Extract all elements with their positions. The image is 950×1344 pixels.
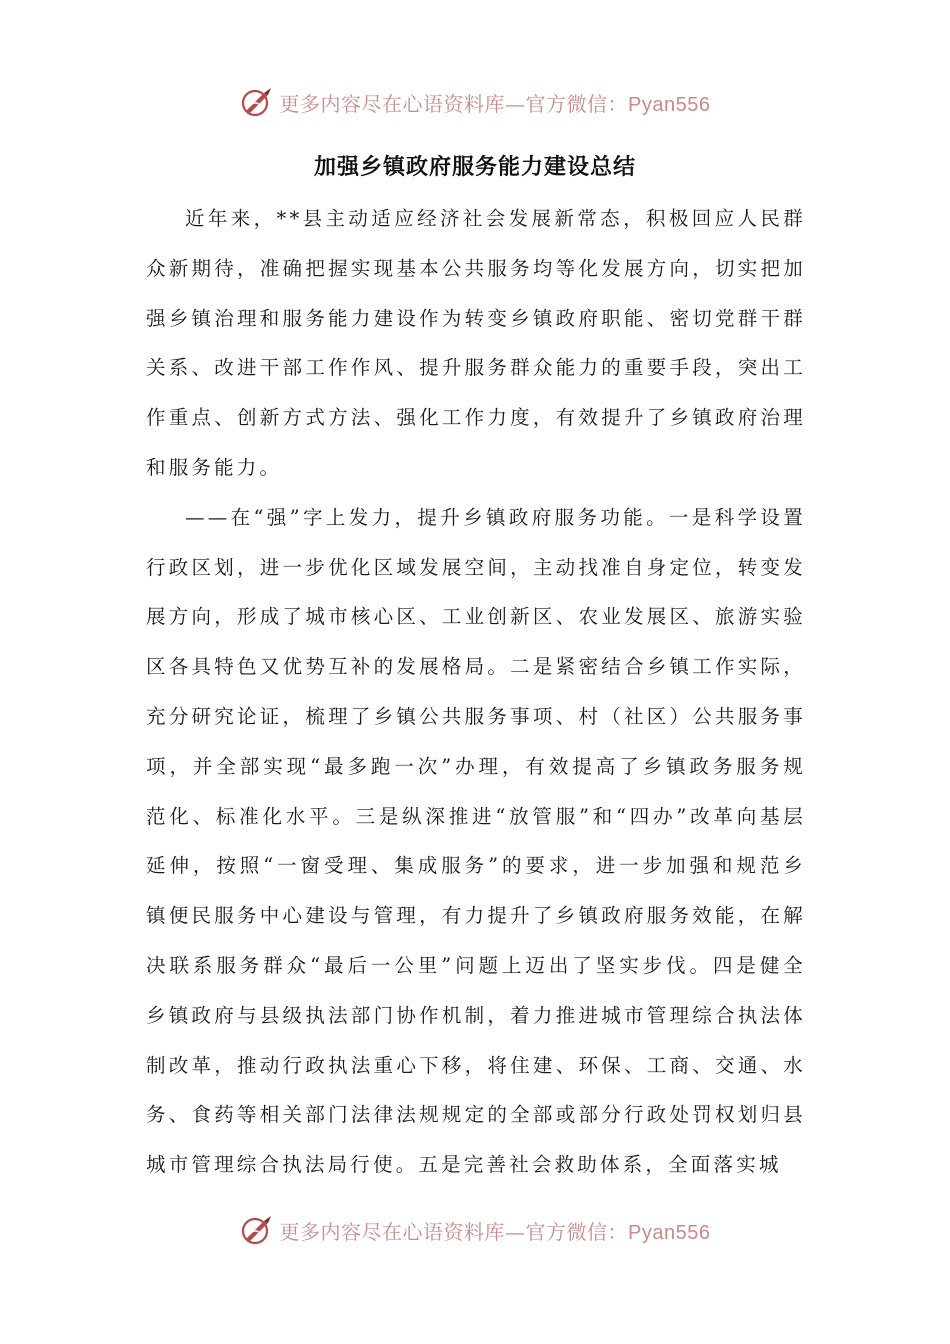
footer-watermark-banner bbox=[0, 1210, 950, 1250]
banner-text bbox=[280, 1216, 711, 1245]
pen-logo-icon bbox=[240, 85, 274, 119]
banner-slogan: 更多内容尽在心语资料库 bbox=[279, 91, 506, 116]
banner-wechat-label: 官方微信： bbox=[525, 1219, 629, 1244]
pen-logo-icon bbox=[240, 1213, 274, 1247]
document-title: 加强乡镇政府服务能力建设总结 bbox=[313, 155, 636, 180]
paragraph-2: ——在“强”字上发力，提升乡镇政府服务功能。一是科学设置行政区划，进一步优化区域发展空间，主动找准自身定位，转变发展方向，形成了城市核心区、工业创新区、农业发展区、旅游实验区各具特色又优势互补的发展格局。二是紧密结合乡镇工作实际，充分研究论证，梳理了乡镇公共服务事项、村（社区）公共服务事项，并全部实现“最多跑一次”办理，有效提高了乡镇政务服务规范化、标准化水平。三是纵深推进“放管服”和“四办”改革向基层延伸，按照“一窗受理、集成服务”的要求，进一步加强和规范乡镇便民服务中心建设与管理，有力提升了乡镇政府服务效能，在解决联系服务群众“最后一公里”问题上迈出了坚实步伐。四是健全乡镇政府与县级执法部门协作机制，着力推进城市管理综合执法体制改革，推动行政执法重心下移，将住建、环保、工商、交通、水务、食药等相关部门法律法规规定的全部或部分行政处罚权划归县城市管理综合执法局行使。五是完善社会救助体系，全面落实城 bbox=[146, 505, 806, 1177]
banner-wechat-id: Pyan556 bbox=[628, 93, 711, 116]
banner-dash: — bbox=[505, 1219, 526, 1244]
banner-dash: — bbox=[505, 91, 526, 116]
banner-text bbox=[280, 88, 711, 117]
banner-wechat-id: Pyan556 bbox=[628, 1221, 711, 1244]
paragraph-1: 近年来，**县主动适应经济社会发展新常态，积极回应人民群众新期待，准确把握实现基本公共服务均等化发展方向，切实把加强乡镇治理和服务能力建设作为转变乡镇政府职能、密切党群干群关系、改进干部工作作风、提升服务群众能力的重要手段，突出工作重点、创新方式方法、强化工作力度，有效提升了乡镇政府治理和服务能力。 bbox=[146, 207, 806, 479]
document-body bbox=[146, 194, 806, 1190]
banner-wechat-label: 官方微信： bbox=[525, 91, 629, 116]
header-watermark-banner bbox=[0, 82, 950, 122]
banner-slogan: 更多内容尽在心语资料库 bbox=[279, 1219, 506, 1244]
